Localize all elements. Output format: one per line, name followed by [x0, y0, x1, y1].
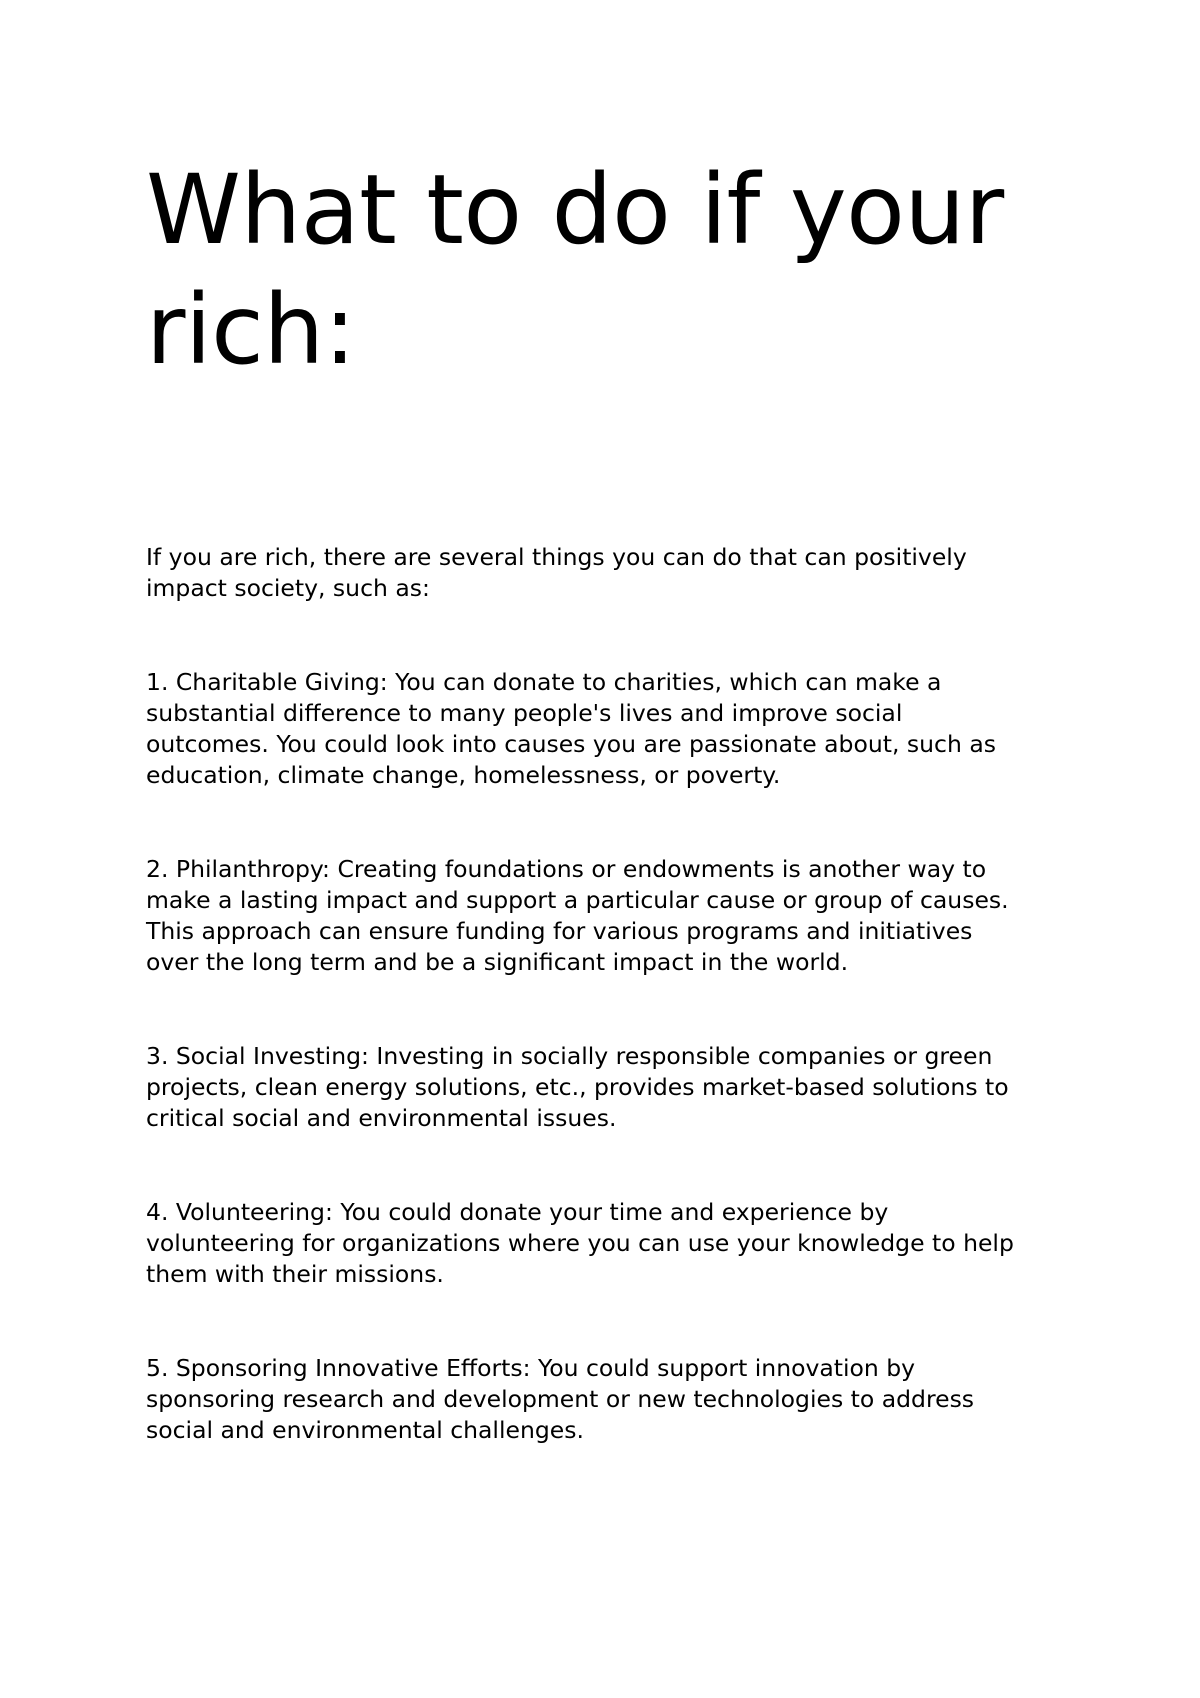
document-title: What to do if your rich: — [146, 154, 1004, 386]
list-item-volunteering: 4. Volunteering: You could donate your time and experience by volunteering for organizations where you can use your knowledge to help them with their missions. — [146, 1198, 1014, 1288]
intro-paragraph: If you are rich, there are several things you can do that can positively impact society, such as: — [146, 543, 967, 602]
list-item-social-investing: 3. Social Investing: Investing in socially responsible companies or green projects, clean energy solutions, etc., provides market-based solutions to critical social and environmental issues. — [146, 1042, 1009, 1132]
list-item-philanthropy: 2. Philanthropy: Creating foundations or endowments is another way to make a lasting impact and support a particular cause or group of causes. This approach can ensure funding for various programs and initiatives over the long term and be a significant impact in the world. — [146, 855, 1009, 976]
list-item-charitable-giving: 1. Charitable Giving: You can donate to charities, which can make a substantial difference to many people's lives and improve social outcomes. You could look into causes you are passionate about, such as education, climate change, homelessness, or poverty. — [146, 668, 996, 789]
list-item-sponsoring-innovation: 5. Sponsoring Innovative Efforts: You could support innovation by sponsoring research and development or new technologies to address social and environmental challenges. — [146, 1354, 975, 1444]
